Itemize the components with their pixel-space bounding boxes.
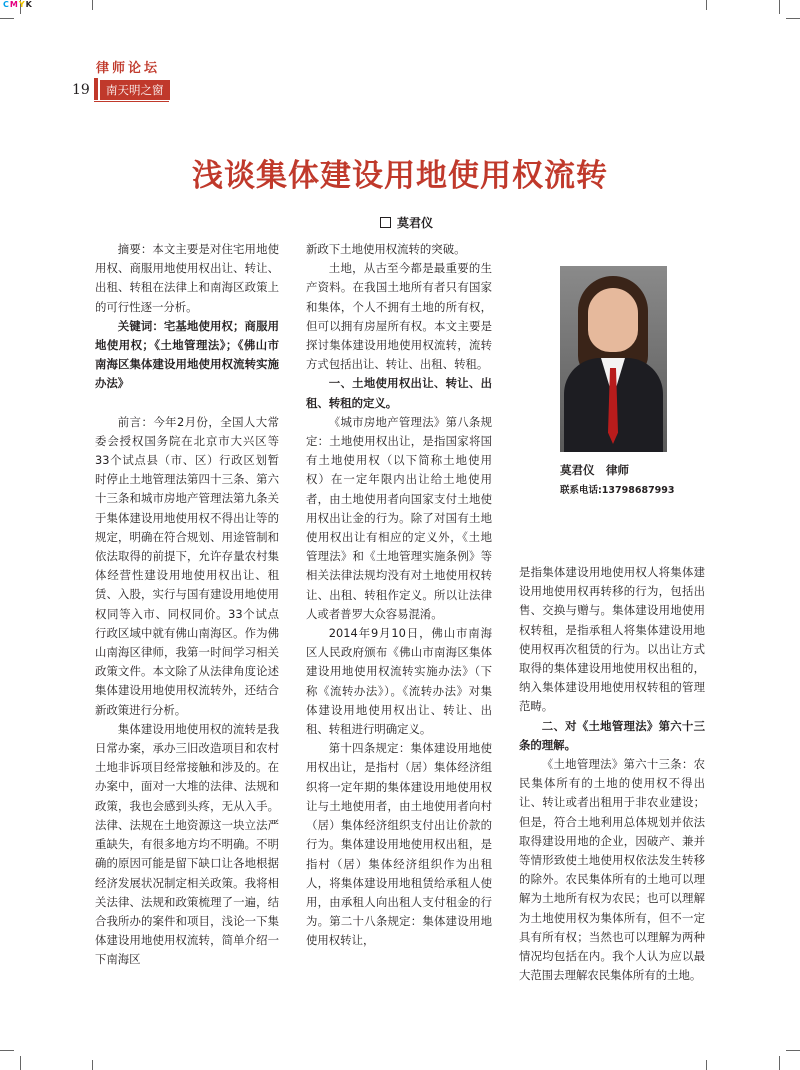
header-accent-bar: [94, 78, 98, 100]
paragraph: 是指集体建设用地使用权人将集体建设用地使用权再转移的行为，包括出售、交换与赠与。集体建设用地使用权转租，是指承租人将集体建设用地使用权再次租赁的行为。以出让方式取得的集体建设用地使用权出租的，纳入集体建设用地使用权转租的管理范畴。: [519, 565, 705, 714]
column-3: [519, 563, 705, 985]
author-name: 莫君仪: [397, 216, 434, 230]
crop-mark: [0, 18, 14, 19]
column-2: [306, 240, 492, 951]
crop-mark: [786, 1050, 800, 1051]
paragraph: 第十四条规定：集体建设用地使用权出让，是指村（居）集体经济组织将一定年期的集体建设用地使用权让与土地使用者，由土地使用者向村（居）集体经济组织支付出让价款的行为。集体建设用地使用权出租，是指村（居）集体经济组织作为出租人，将集体建设用地租赁给承租人使用，由承租人向出租人支付租金的行为。第二十八条规定：集体建设用地使用权转让，: [306, 741, 492, 948]
paragraph: 新政下土地使用权流转的突破。: [306, 242, 466, 256]
byline: [380, 214, 433, 231]
article-title: 浅谈集体建设用地使用权流转: [192, 158, 608, 194]
cmyk-c: C: [3, 0, 10, 9]
author-photo: [560, 266, 667, 452]
keywords: 关键词：宅基地使用权；商服用地使用权；《土地管理法》；《佛山市南海区集体建设用地使用权流转实施办法》: [95, 318, 279, 391]
crop-mark: [92, 1060, 93, 1070]
section-heading: 一、土地使用权出让、转让、出租、转租的定义。: [306, 376, 492, 410]
crop-mark: [706, 0, 707, 10]
crop-mark: [706, 1060, 707, 1070]
photo-caption-phone: 联系电话:13798687993: [560, 485, 675, 496]
cmyk-y: Y: [18, 0, 26, 9]
square-icon: [380, 217, 391, 228]
column-1: [95, 240, 279, 970]
paragraph: 2014年9月10日，佛山市南海区人民政府颁布《佛山市南海区集体建设用地使用权流转实施办法》（下称《流转办法》）。《流转办法》对集体建设用地使用权出让、转让、出租、转租进行明确定义。: [306, 626, 492, 737]
section-heading: 二、对《土地管理法》第六十三条的理解。: [519, 718, 705, 752]
crop-mark: [92, 0, 93, 10]
paragraph: 集体建设用地使用权的流转是我日常办案，承办三旧改造项目和农村土地非诉项目经常接触和涉及的。在办案中，面对一大堆的法律、法规和政策，我也会感到头疼，无从入手。法律、法规在土地资源这一块立法严重缺失，有很多地方均不明确。不明确的原因可能是留下缺口让各地根据经济发展状况制定相关政策。我将相关法律、法规和政策梳理了一遍，结合我所办的案件和项目，浅论一下集体建设用地使用权流转，简单介绍一下南海区: [95, 721, 279, 967]
abstract: 摘要：本文主要是对住宅用地使用权、商服用地使用权出让、转让、出租、转租在法律上和南海区政策上的可行性逐一分析。: [95, 242, 279, 314]
column-tag: 南天明之窗: [100, 80, 170, 100]
cmyk-m: M: [9, 0, 19, 9]
paragraph: 《城市房地产管理法》第八条规定：土地使用权出让，是指国家将国有土地使用权（以下简称土地使用权）在一定年限内出让给土地使用者，由土地使用者向国家支付土地使用权出让金的行为。除了对国有土地使用权出让有相应的定义外，《土地管理法》和《土地管理实施条例》等相关法律法规均没有对土地使用权转让、出租、转租作定义。所以让法律人或者普罗大众容易混淆。: [306, 414, 492, 621]
photo-caption-name: 莫君仪 律师: [560, 463, 629, 477]
preface: 前言：今年2月份，全国人大常委会授权国务院在北京市大兴区等33个试点县（市、区）行政区划暂时停止土地管理法第四十三条、第六十三条和城市房地产管理法第九条关于集体建设用地使用权不得出让等的规定，明确在符合规划、用途管制和依法取得的前提下，允许存量农村集体经营性建设用地使用权出让、租赁、入股，实行与国有建设用地使用权同等入市、同权同价。33个试点行政区域中就有佛山南海区。作为佛山南海区律师，我第一时间学习相关政策文件。本文除了从法律角度论述集体建设用地使用权流转外，还结合新政策进行分析。: [95, 414, 279, 717]
crop-mark: [779, 0, 780, 14]
cmyk-registration: [3, 0, 33, 9]
crop-mark: [0, 1050, 14, 1051]
header-rule: [94, 101, 169, 102]
paragraph: 《土地管理法》第六十三条：农民集体所有的土地的使用权不得出让、转让或者出租用于非农业建设；但是，符合土地利用总体规划并依法取得建设用地的企业，因破产、兼并等情形致使土地使用权依法发生转移的除外。农民集体所有的土地可以理解为土地所有权为农民；也可以理解为土地使用权为集体所有，但不一定具有所有权；当然也可以理解为两种情况均包括在内。我个人认为应以最大范围去理解农民集体所有的土地。: [519, 757, 705, 983]
section-label: 律师论坛: [96, 61, 161, 76]
cmyk-k: K: [25, 0, 33, 9]
page-number: 19: [72, 82, 90, 98]
crop-mark: [779, 1056, 780, 1070]
crop-mark: [786, 18, 800, 19]
crop-mark: [20, 1056, 21, 1070]
paragraph: 土地，从古至今都是最重要的生产资料。在我国土地所有者只有国家和集体，个人不拥有土地的所有权，但可以拥有房屋所有权。本文主要是探讨集体建设用地使用权流转，流转方式包括出让、转让、出租、转租。: [306, 261, 492, 372]
